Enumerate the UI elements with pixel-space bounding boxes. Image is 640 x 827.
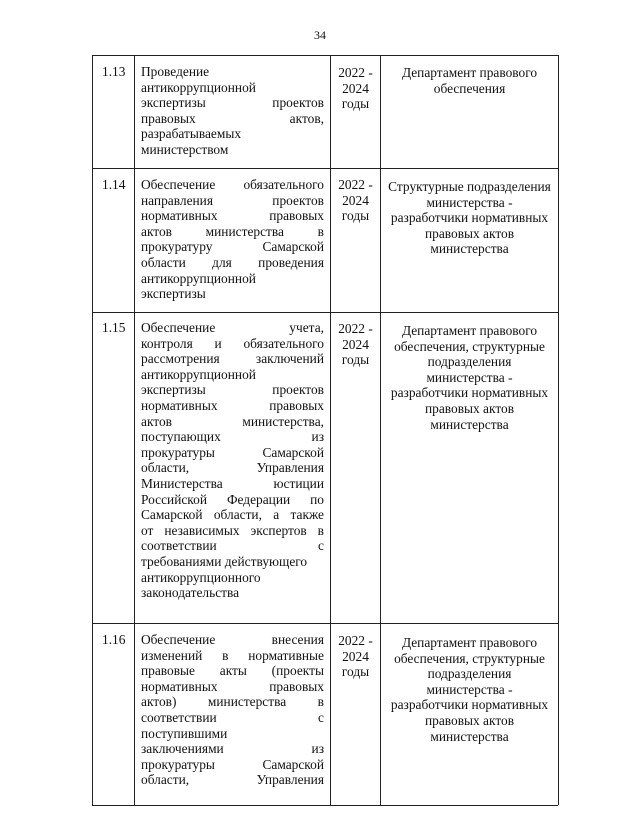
desc-line: от независимых экспертов в [141,522,324,538]
desc-line: антикоррупционной [141,79,256,95]
dept-line: правовых актов [424,712,515,728]
dept-line: обеспечения, структурные [394,338,545,354]
dept-line: подразделения [427,354,512,370]
term-line: 2024 [342,648,369,664]
desc-line: соответствии с [141,709,324,725]
dept-line: министерства - [426,369,513,385]
dept-line: Департамент правового [401,65,538,80]
dept-line: обеспечения, структурные [394,650,545,666]
desc-line: правовые акты (проекты [141,663,324,679]
desc-line: нормативных правовых [141,397,324,413]
dept-line: обеспечения [433,80,506,96]
desc-line: разрабатываемых [141,126,242,142]
row-number: 1.15 [102,320,126,335]
dept-line: Департамент правового [401,635,538,650]
desc-line: нормативных правовых [141,208,324,224]
desc-line: Обеспечение обязательного [141,177,324,192]
dept-line: Структурные подразделения [388,179,551,194]
dept-line: министерства - [426,194,513,210]
desc-line: экспертизы [141,286,206,302]
desc-line: Министерства юстиции [141,475,324,491]
desc-line: рассмотрения заключений [141,351,324,367]
desc-line: соответствии с [141,538,324,554]
desc-line: требованиями действующего [141,553,308,569]
dept-line: Департамент правового [401,323,538,338]
term-line: 2024 [342,336,369,352]
desc-line: Самарской области, а также [141,507,324,523]
table-border-bottom [92,805,558,806]
dept-line: министерства [430,728,509,744]
table-border-right [558,55,559,805]
desc-line: экспертизы проектов [141,95,324,111]
dept-line: министерства [430,241,509,257]
desc-line: антикоррупционной [141,366,256,382]
desc-line: поступившими [141,725,228,741]
dept-line: подразделения [427,666,512,682]
desc-line: области, Управления [141,772,324,788]
desc-line: правовых актов, [141,110,324,126]
desc-line: области для проведения [141,254,324,270]
desc-line: направления проектов [141,192,324,208]
measure-description [141,320,324,601]
desc-line: Проведение [141,64,210,79]
desc-line: прокуратуру Самарской [141,239,324,255]
term-line: 2022 - [338,633,373,648]
row-divider [92,168,558,169]
desc-line: прокуратуры Самарской [141,444,324,460]
desc-line: актов министерства, [141,413,324,429]
desc-line: Российской Федерации по [141,491,324,507]
desc-line: заключениями из [141,741,324,757]
row-divider [92,312,558,313]
desc-line: законодательства [141,585,240,601]
term-line: годы [341,664,370,680]
desc-line: антикоррупционного [141,569,261,585]
desc-line: актов министерства в [141,223,324,239]
responsible-department [381,323,558,432]
row-number: 1.14 [102,177,126,192]
row-number: 1.13 [102,64,126,79]
dept-line: разработчики нормативных [390,210,549,226]
desc-line: Обеспечение внесения [141,632,324,647]
desc-line: актов) министерства в [141,694,324,710]
term-line: 2022 - [338,321,373,336]
term-cell [331,321,380,368]
desc-line: антикоррупционной [141,270,256,286]
dept-line: разработчики нормативных [390,697,549,713]
term-cell [331,633,380,680]
desc-line: Обеспечение учета, [141,320,324,335]
desc-line: прокуратуры Самарской [141,756,324,772]
dept-line: министерства - [426,681,513,697]
desc-line: экспертизы проектов [141,382,324,398]
desc-line: поступающих из [141,429,324,445]
row-number: 1.16 [102,632,126,647]
dept-line: разработчики нормативных [390,385,549,401]
desc-line: нормативных правовых [141,678,324,694]
measure-description [141,177,324,302]
term-line: 2022 - [338,177,373,192]
desc-line: контроля и обязательного [141,335,324,351]
dept-line: правовых актов [424,225,515,241]
dept-line: министерства [430,416,509,432]
measures-table [92,55,558,805]
measure-description [141,632,324,788]
term-line: годы [341,96,370,112]
page-number: 34 [314,28,326,42]
term-line: 2024 [342,192,369,208]
term-line: годы [341,352,370,368]
responsible-department [381,635,558,744]
term-line: 2022 - [338,65,373,80]
responsible-department [381,179,558,257]
responsible-department [381,65,558,96]
term-line: годы [341,208,370,224]
measure-description [141,64,324,158]
dept-line: правовых актов [424,400,515,416]
desc-line: области, Управления [141,460,324,476]
desc-line: изменений в нормативные [141,647,324,663]
table-border-top [92,55,558,56]
term-cell [331,65,380,112]
desc-line: министерством [141,141,229,157]
term-cell [331,177,380,224]
term-line: 2024 [342,80,369,96]
row-divider [92,623,558,624]
